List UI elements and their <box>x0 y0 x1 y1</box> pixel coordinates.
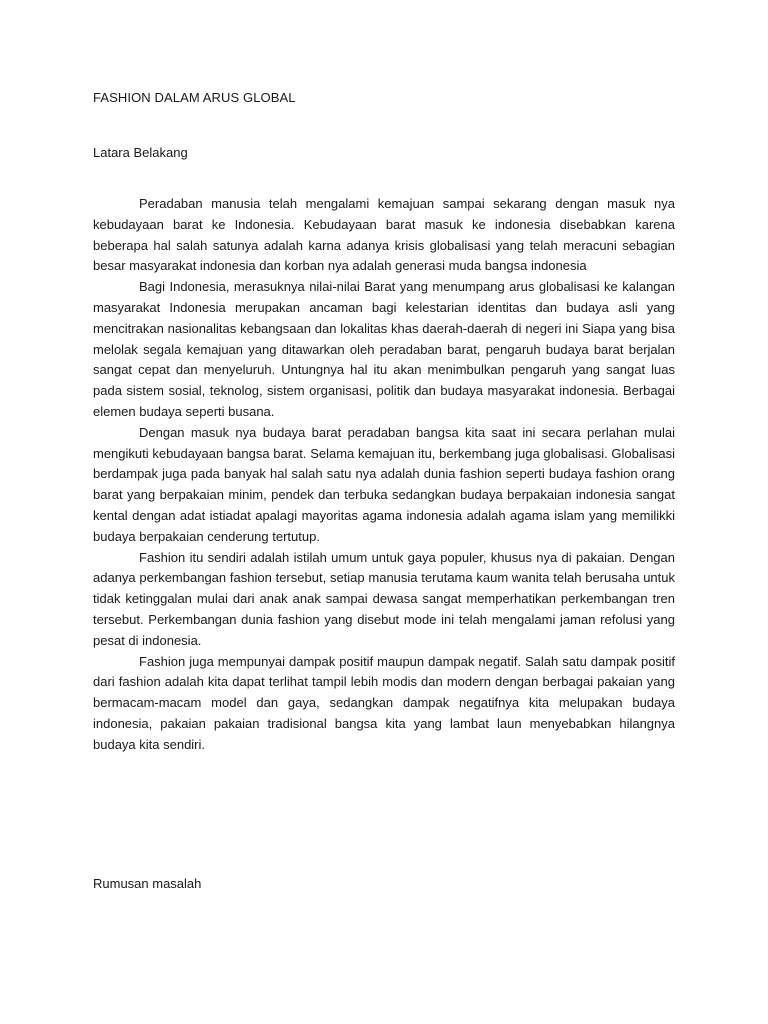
paragraph: Bagi Indonesia, merasuknya nilai-nilai Barat yang menumpang arus globalisasi ke kalangan masyarakat Indonesia merupakan ancaman bagi kelestarian identitas dan budaya asli yang mencitrakan nasionalitas kebangsaan dan lokalitas khas daerah-daerah di negeri ini Siapa yang bisa melolak segala kemajuan yang ditawarkan oleh peradaban barat, pengaruh budaya barat berjalan sangat cepat dan menyeluruh. Untungnya hal itu akan menimbulkan pengaruh yang sangat luas pada sistem sosial, teknolog, sistem organisasi, politik dan budaya masyarakat indonesia. Berbagai elemen budaya seperti busana. <box>93 279 675 419</box>
body-text <box>93 194 675 756</box>
section-heading-latar-belakang: Latara Belakang <box>93 145 188 160</box>
section-heading-rumusan-masalah: Rumusan masalah <box>93 876 202 891</box>
document-page <box>93 0 675 1024</box>
document-title: FASHION DALAM ARUS GLOBAL <box>93 90 296 105</box>
paragraph: Peradaban manusia telah mengalami kemajuan sampai sekarang dengan masuk nya kebudayaan barat ke Indonesia. Kebudayaan barat masuk ke indonesia disebabkan karena beberapa hal salah satunya adalah karna adanya krisis globalisasi yang telah meracuni sebagian besar masyarakat indonesia dan korban nya adalah generasi muda bangsa indonesia <box>93 196 675 274</box>
paragraph: Dengan masuk nya budaya barat peradaban bangsa kita saat ini secara perlahan mulai mengikuti kebudayaan bangsa barat. Selama kemajuan itu, berkembang juga globalisasi. Globalisasi berdampak juga pada banyak hal salah satu nya adalah dunia fashion seperti budaya fashion orang barat yang berpakaian minim, pendek dan terbuka sedangkan budaya berpakaian indonesia sangat kental dengan adat istiadat apalagi mayoritas agama indonesia adalah agama islam yang memilikki budaya berpakaian cenderung tertutup. <box>93 424 675 544</box>
paragraph: Fashion juga mempunyai dampak positif maupun dampak negatif. Salah satu dampak positif dari fashion adalah kita dapat terlihat tampil lebih modis dan modern dengan berbagai pakaian yang bermacam-macam model dan gaya, sedangkan dampak negatifnya kita melupakan budaya indonesia, pakaian pakaian tradisional bangsa kita yang lambat laun menyebabkan hilangnya budaya kita sendiri. <box>93 653 675 752</box>
paragraph: Fashion itu sendiri adalah istilah umum untuk gaya populer, khusus nya di pakaian. Dengan adanya perkembangan fashion tersebut, setiap manusia terutama kaum wanita telah berusaha untuk tidak ketinggalan mulai dari anak anak sampai dewasa sangat memperhatikan perkembangan tren tersebut. Perkembangan dunia fashion yang disebut mode ini telah mengalami jaman refolusi yang pesat di indonesia. <box>93 549 675 648</box>
